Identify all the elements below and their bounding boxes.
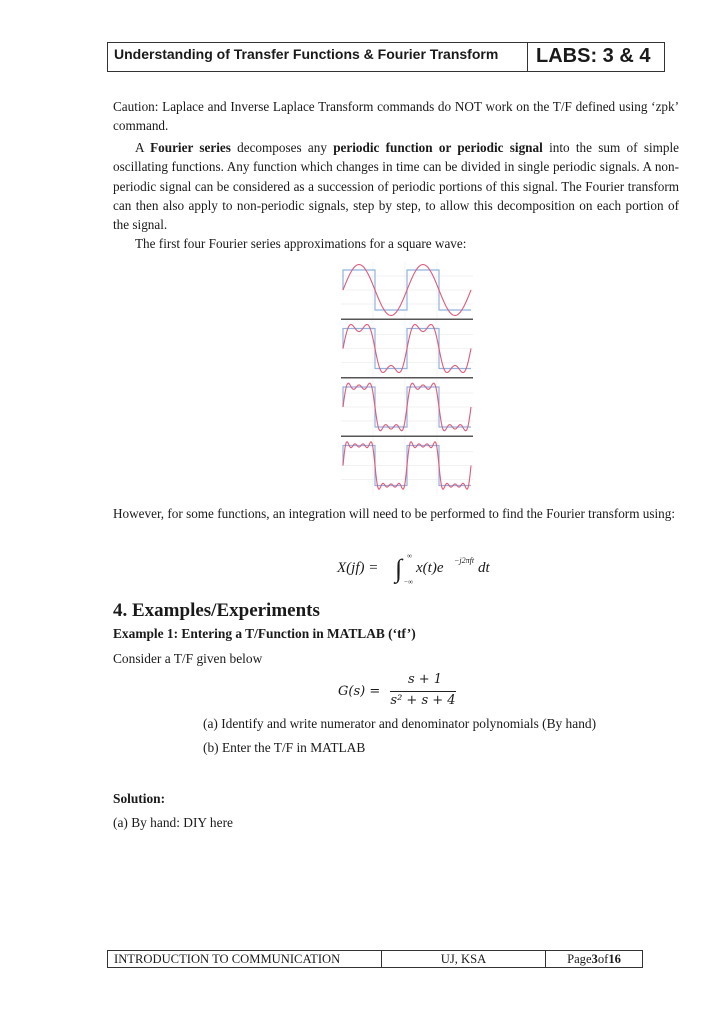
header-title: Understanding of Transfer Functions & Fourier Transform bbox=[108, 43, 528, 71]
page-prefix: Page bbox=[567, 951, 592, 966]
formula-g-lhs: G(s) = bbox=[338, 684, 381, 699]
page-header bbox=[107, 42, 665, 72]
page-current: 3 bbox=[591, 951, 598, 966]
formula-x-lhs: X(jf) = bbox=[337, 560, 379, 576]
caution-paragraph: Caution: Laplace and Inverse Laplace Transform commands do NOT work on the T/F defined using ‘zpk’ command. bbox=[113, 99, 679, 134]
consider-line: Consider a T/F given below bbox=[113, 651, 263, 666]
approx-panel-3 bbox=[341, 379, 473, 436]
section-heading: 4. Examples/Experiments bbox=[113, 600, 320, 621]
example1-heading: Example 1: Entering a T/Function in MATLAB (‘tf’) bbox=[113, 626, 416, 641]
approx-panel-1 bbox=[341, 262, 473, 319]
integral-sign: ∫ bbox=[395, 554, 403, 583]
approx-panel-2 bbox=[341, 321, 473, 378]
fourier-transform-formula bbox=[337, 552, 492, 586]
fourier-mid: decomposes any bbox=[230, 140, 334, 155]
footer-course: INTRODUCTION TO COMMUNICATION bbox=[108, 951, 382, 967]
approx-line: The first four Fourier series approximations for a square wave: bbox=[135, 236, 467, 251]
page-total: 16 bbox=[608, 951, 621, 966]
item-a: (a) Identify and write numerator and denominator polynomials (By hand) bbox=[203, 716, 597, 731]
fraction-bar bbox=[390, 691, 456, 692]
however-paragraph: However, for some functions, an integration will need to be performed to find the Fourier transform using: bbox=[113, 506, 675, 521]
solution-label: Solution: bbox=[113, 791, 166, 806]
solution-by-hand: (a) By hand: DIY here bbox=[113, 815, 233, 830]
page-footer bbox=[107, 950, 643, 968]
integral-upper: ∞ bbox=[407, 552, 412, 560]
integral-lower: −∞ bbox=[404, 578, 413, 586]
formula-x-exponent: −j2πft bbox=[454, 556, 475, 565]
approx-panel-4 bbox=[341, 438, 473, 494]
header-labs: LABS: 3 & 4 bbox=[536, 45, 651, 67]
fourier-rest: into the sum of simple oscillating functions. Any function which changes in time can be divided in single periodic signals. A non-periodic signal can be considered as a succession of periodic portions of this signal. The Fourier transform can then also apply to non-periodic signals, step by step, to allow this decomposition on each portion of the signal. bbox=[113, 140, 679, 233]
transfer-function-formula bbox=[338, 672, 458, 712]
footer-page-number bbox=[546, 951, 642, 967]
fourier-intro: A bbox=[135, 140, 151, 155]
item-b: (b) Enter the T/F in MATLAB bbox=[203, 740, 366, 755]
fourier-paragraph bbox=[113, 138, 679, 234]
fourier-term2: periodic function or periodic signal bbox=[333, 140, 543, 155]
fourier-approximation-figure bbox=[341, 262, 473, 494]
formula-x-dt: dt bbox=[478, 560, 490, 576]
formula-g-numerator: s + 1 bbox=[407, 672, 443, 687]
formula-g-denominator: s² + s + 4 bbox=[390, 693, 456, 708]
footer-university: UJ, KSA bbox=[382, 951, 546, 967]
page-mid: of bbox=[597, 951, 609, 966]
fourier-term: Fourier series bbox=[150, 140, 231, 155]
formula-x-integrand: x(t)e bbox=[416, 560, 444, 576]
